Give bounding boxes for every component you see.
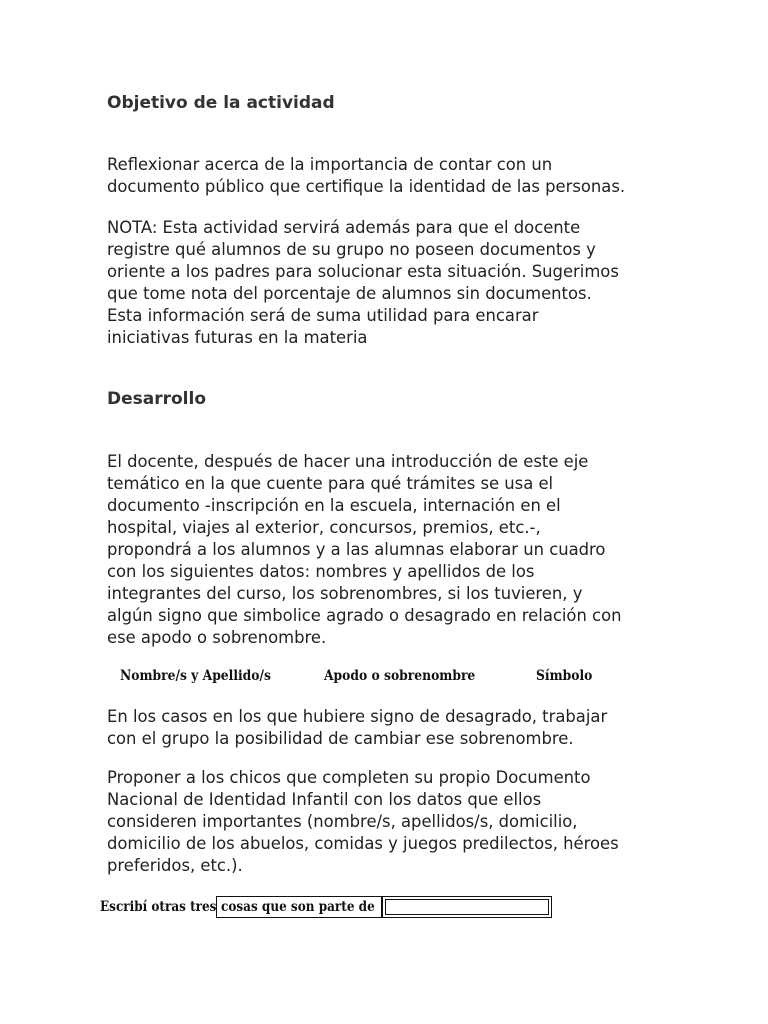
- text-line: iniciativas futuras en la materia: [107, 328, 368, 347]
- text-line: registre qué alumnos de su grupo no poseen documentos y: [107, 240, 596, 259]
- text-line: documento -inscripción en la escuela, internación en el: [107, 496, 561, 515]
- text-line: con el grupo la posibilidad de cambiar ese sobrenombre.: [107, 729, 574, 748]
- exercise-prompt-text: cosas que son parte de: [221, 899, 375, 915]
- text-line: El docente, después de hacer una introducción de este eje: [107, 452, 589, 471]
- text-line: oriente a los padres para solucionar esta situación. Sugerimos: [107, 262, 619, 281]
- table-header-nickname: Apodo o sobrenombre: [324, 668, 476, 684]
- text-line: hospital, viajes al exterior, concursos, premios, etc.-,: [107, 518, 541, 537]
- text-line: Nacional de Identidad Infantil con los datos que ellos: [107, 790, 542, 809]
- text-line: temático en la que cuente para qué trámites se usa el: [107, 474, 554, 493]
- text-line: documento público que certifique la identidad de las personas.: [107, 177, 626, 196]
- development-paragraph: [107, 451, 621, 649]
- text-line: propondrá a los alumnos y a las alumnas elaborar un cuadro: [107, 540, 606, 559]
- table-header-symbol: Símbolo: [536, 668, 593, 684]
- note-paragraph: [107, 217, 619, 349]
- text-line: con los siguientes datos: nombres y apellidos de los: [107, 562, 535, 581]
- objective-paragraph: [107, 154, 625, 198]
- text-line: algún signo que simbolice agrado o desagrado en relación con: [107, 606, 622, 625]
- text-line: Proponer a los chicos que completen su propio Documento: [107, 768, 591, 787]
- text-line: preferidos, etc.).: [107, 856, 243, 875]
- development-heading: Desarrollo: [107, 389, 207, 409]
- text-line: NOTA: Esta actividad servirá además para que el docente: [107, 218, 581, 237]
- objective-heading: Objetivo de la actividad: [107, 93, 335, 113]
- exercise-prompt-box: [216, 896, 382, 918]
- text-line: integrantes del curso, los sobrenombres, si los tuvieren, y: [107, 584, 583, 603]
- text-line: Esta información será de suma utilidad para encarar: [107, 306, 539, 325]
- exercise-label: Escribí otras tres: [100, 899, 217, 915]
- text-line: En los casos en los que hubiere signo de desagrado, trabajar: [107, 707, 608, 726]
- text-line: Reflexionar acerca de la importancia de contar con un: [107, 155, 553, 174]
- text-line: que tome nota del porcentaje de alumnos sin documentos.: [107, 284, 592, 303]
- exercise-answer-field[interactable]: [382, 896, 552, 918]
- text-line: ese apodo o sobrenombre.: [107, 628, 327, 647]
- document-proposal-paragraph: [107, 767, 619, 877]
- text-line: domicilio de los abuelos, comidas y juegos predilectos, héroes: [107, 834, 619, 853]
- table-header-name: Nombre/s y Apellido/s: [120, 668, 271, 684]
- text-line: consideren importantes (nombre/s, apellidos/s, domicilio,: [107, 812, 578, 831]
- nickname-paragraph: [107, 706, 607, 750]
